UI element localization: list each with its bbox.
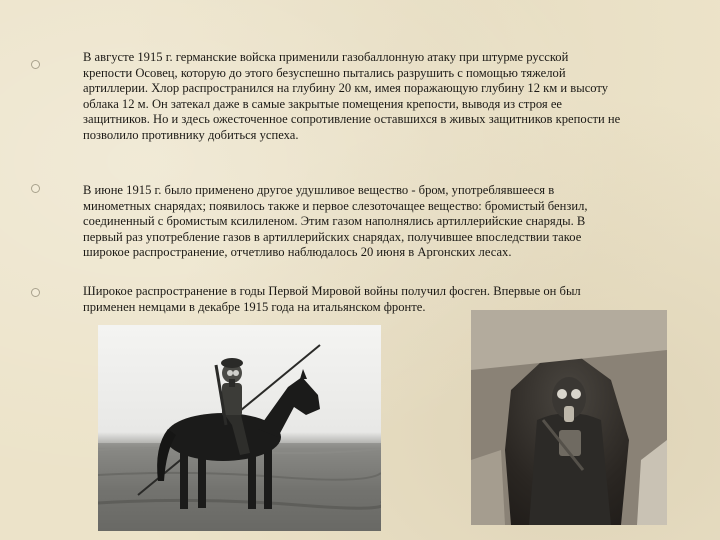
bullet-1 xyxy=(31,60,40,69)
paragraph-bromine xyxy=(83,183,683,261)
paragraph-line: крепости Осовец, которую до этого безуспешно пытались разрушить с помощью тяжелой xyxy=(83,65,566,80)
paragraph-line: соединенный с бромистым ксилиленом. Этим газом наполнялись артиллерийские снаряды. В xyxy=(83,214,586,229)
cavalryman-illustration xyxy=(98,325,381,531)
paragraph-line: минометных снарядах; появилось также и первое слезоточащее вещество: бромистый бензил, xyxy=(83,198,588,213)
paragraph-line: артиллерии. Хлор распространился на глубину 20 км, имея поражающую глубину 12 км и высоту xyxy=(83,81,609,96)
paragraph-line: применен немцами в декабре 1915 года на итальянском фронте. xyxy=(83,299,426,314)
paragraph-line: широкое распространение, отчетливо наблюдалось 20 июня в Аргонских лесах. xyxy=(83,245,512,260)
bullet-2 xyxy=(31,184,40,193)
paragraph-line: В августе 1915 г. германские войска применили газобаллонную атаку при штурме русской xyxy=(83,50,569,64)
paragraph-line: Широкое распространение в годы Первой Мировой войны получил фосген. Впервые он был xyxy=(83,284,581,298)
paragraph-chlorine-osovets xyxy=(83,50,683,144)
bullet-3 xyxy=(31,288,40,297)
paragraph-line: защитников. Но и здесь ожесточенное сопротивление оставшихся в живых защитников крепости не xyxy=(83,112,621,127)
trench-soldier-illustration xyxy=(471,310,667,525)
paragraph-line: позволило противнику добиться успеха. xyxy=(83,127,299,142)
photo-soldier-trench-gas-mask xyxy=(471,310,667,525)
paragraph-line: В июне 1915 г. было применено другое удушливое вещество - бром, употреблявшееся в xyxy=(83,183,555,197)
paragraph-line: облака 12 м. Он затекал даже в самые закрытые помещения крепости, выводя из строя ее xyxy=(83,96,563,111)
paragraph-line: первый раз употребление газов в артиллерийских снарядах, получившее впоследствии такое xyxy=(83,229,582,244)
photo-cavalryman-gas-mask xyxy=(98,325,381,531)
